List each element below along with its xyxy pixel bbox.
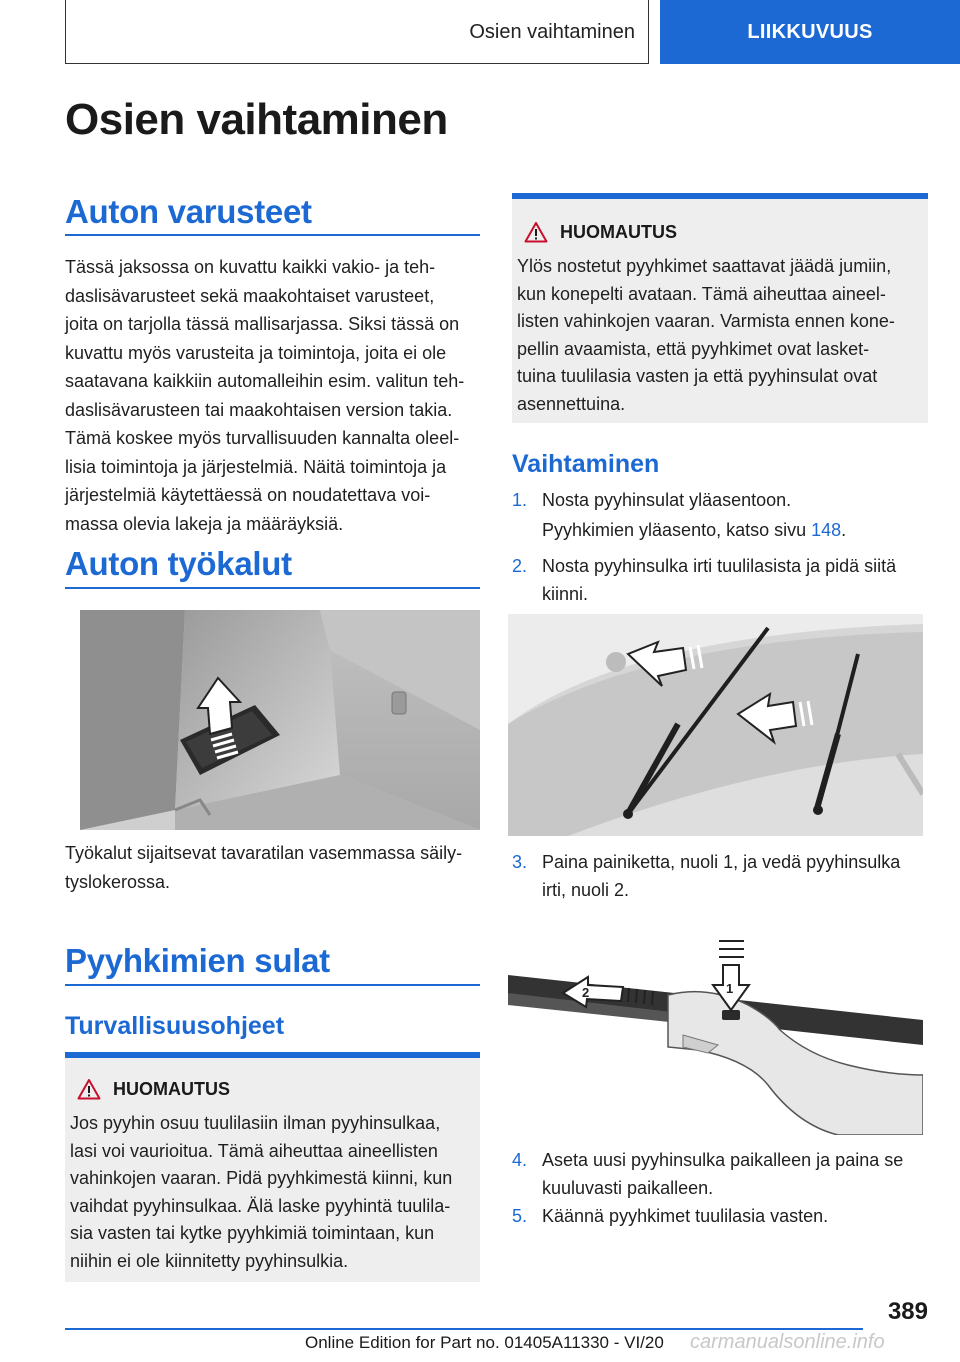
trunk-tools-image (80, 610, 480, 830)
step-number: 4. (512, 1150, 528, 1170)
warning-triangle-icon (77, 1078, 101, 1100)
warning-triangle-icon (524, 221, 548, 243)
heading-tools: Auton työkalut (65, 545, 292, 582)
tools-caption: Työkalut sijaitsevat tavaratilan vasemmassa säily- tyslokerossa. (65, 843, 463, 892)
equipment-paragraph: Tässä jaksossa on kuvattu kaikki vakio- ja teh- daslisävarusteet sekä maakohtaiset varusteet, joita on tarjolla tässä mallisarjassa. Siksi tässä on kuvattu myös varusteita ja toimintoja, joita ei ole saatavana kaikkiin automalleihin esim. valitun teh- daslisävarusteen tai maakohtaisen version takia. Tämä koskee myös turvallisuuden kannalta oleel- lisia toimintoja ja järjestelmiä. Näitä toimintoja ja järjestelmiä käytettäessä on noudatettava voi- massa olevia lakeja ja määräyksiä. (65, 257, 465, 534)
heading-equipment: Auton varusteet (65, 193, 312, 230)
heading-replace: Vaihtaminen (512, 450, 660, 478)
step-item (512, 552, 928, 608)
page-number: 389 (887, 1298, 928, 1325)
page-title: Osien vaihtaminen (65, 95, 448, 144)
page-link[interactable]: 148 (811, 520, 842, 540)
step-text: Käännä pyyhkimet tuulilasia vasten. (542, 1206, 829, 1226)
step-text: Nosta pyyhinsulat yläasentoon. (542, 490, 792, 510)
watermark: carmanualsonline.info (690, 1331, 885, 1353)
footer-rule (65, 1328, 863, 1330)
step-number: 3. (512, 852, 528, 872)
header-section-title: Osien vaihtaminen (469, 20, 635, 43)
notice-label: HUOMAUTUS (113, 1078, 230, 1099)
header-chapter-tab[interactable]: LIIKKUVUUS (660, 0, 960, 64)
heading-rule (65, 984, 480, 986)
notice-bar (512, 193, 928, 199)
edition-text: Online Edition for Part no. 01405A11330 - VI/20 (305, 1333, 664, 1352)
step-text: Nosta pyyhinsulka irti tuulilasista ja pidä siitä kiinni. (542, 556, 897, 604)
notice-text: Ylös nostetut pyyhkimet saattavat jäädä jumiin, kun konepelti avataan. Tämä aiheuttaa aineel- listen vahinkojen vaaran. Varmista ennen kone- pellin avaamista, että pyyhkimet ovat lasket- tuina tuulilasia vasten ja että pyyhinsulat ovat asennettuina. (517, 256, 895, 414)
wipers-raised-image (508, 614, 923, 836)
notice-header (77, 1078, 230, 1100)
step-text: Paina painiketta, nuoli 1, ja vedä pyyhinsulka irti, nuoli 2. (542, 852, 901, 900)
arrow-one-label: 1 (726, 981, 734, 996)
step-number: 2. (512, 556, 528, 576)
notice-header (524, 221, 677, 243)
step-item (512, 1202, 928, 1230)
heading-rule (65, 587, 480, 589)
notice-box-hood (512, 193, 928, 423)
step-item (512, 1146, 928, 1202)
step-item (512, 848, 928, 904)
step-number: 1. (512, 490, 528, 510)
heading-wipers: Pyyhkimien sulat (65, 942, 330, 979)
arrow-two-label: 2 (582, 985, 590, 1000)
step1-note: Pyyhkimien yläasento, katso sivu 148. (542, 520, 847, 540)
notice-bar (65, 1052, 480, 1058)
wiper-release-image (508, 935, 923, 1135)
step-text: Aseta uusi pyyhinsulka paikalleen ja paina se kuuluvasti paikalleen. (542, 1150, 904, 1198)
notice-text: Jos pyyhin osuu tuulilasiin ilman pyyhinsulkaa, lasi voi vaurioitua. Tämä aiheuttaa aineellisten vahinkojen vaaran. Pidä pyyhkimestä kiinni, kun vaihdat pyyhinsulkaa. Älä laske pyyhintä tuulila- sia vasten tai kytke pyyhkimiä toimintaan, kun niihin ei ole kiinnitetty pyyhinsulkia. (70, 1113, 453, 1271)
notice-label: HUOMAUTUS (560, 221, 677, 242)
step-number: 5. (512, 1206, 528, 1226)
notice-box-wipers (65, 1052, 480, 1282)
heading-rule (65, 234, 480, 236)
step-item (512, 486, 928, 514)
heading-safety: Turvallisuusohjeet (65, 1012, 285, 1040)
